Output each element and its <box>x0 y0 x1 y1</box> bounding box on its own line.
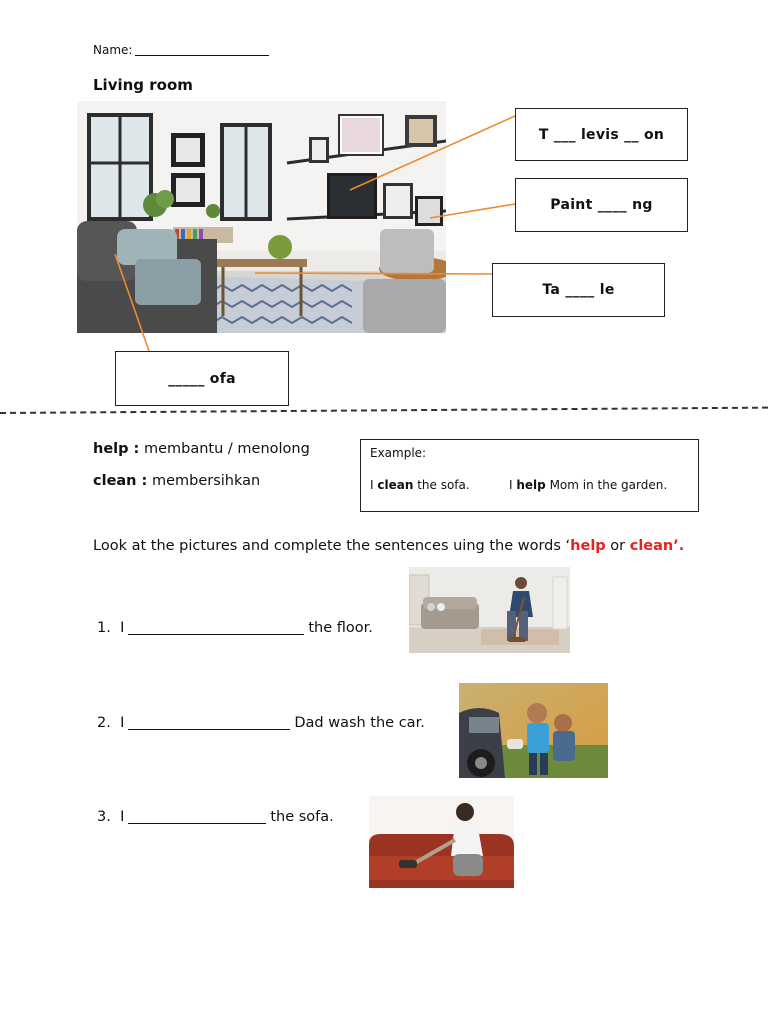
section-title: Living room <box>93 76 193 94</box>
exercise-2: 2. I Dad wash the car. <box>97 715 425 731</box>
example-box <box>360 439 699 512</box>
label-box-sofa[interactable] <box>115 351 289 406</box>
keyword-help: help <box>570 538 606 554</box>
label-painting: Paint ____ ng <box>550 197 653 213</box>
example-sentence-2: I help Mom in the garden. <box>509 478 668 492</box>
name-label: Name: <box>93 43 133 57</box>
answer-blank-1[interactable] <box>128 620 304 635</box>
exercise-3: 3. I the sofa. <box>97 809 334 825</box>
name-field[interactable] <box>93 43 269 57</box>
name-blank-line[interactable] <box>135 43 269 56</box>
label-table: Ta ____ le <box>542 282 615 298</box>
living-room-photo <box>77 101 446 333</box>
instruction-text: Look at the pictures and complete the sentences uing the words ‘help or clean’. <box>93 538 685 554</box>
label-television: T ___ levis __ on <box>538 126 665 143</box>
example-label: Example: <box>370 446 427 460</box>
picture-cleaning-sofa <box>369 796 514 888</box>
label-box-painting[interactable] <box>515 178 688 232</box>
picture-washing-car <box>459 683 608 778</box>
label-sofa: _____ ofa <box>168 370 236 387</box>
example-sentence-1: I clean the sofa. <box>370 478 470 492</box>
label-box-table[interactable] <box>492 263 665 317</box>
keyword-clean: clean’. <box>629 538 685 554</box>
vocab-meaning: membersihkan <box>151 473 261 489</box>
exercise-1: 1. I the floor. <box>97 620 373 636</box>
answer-blank-2[interactable] <box>128 715 290 730</box>
dashed-divider <box>0 407 768 414</box>
picture-cleaning-floor <box>409 567 570 653</box>
vocab-word: help : <box>93 441 140 457</box>
vocab-word: clean : <box>93 473 148 489</box>
vocab-help <box>93 441 310 457</box>
living-room-illustration <box>77 101 446 333</box>
vocab-clean <box>93 473 260 489</box>
vocab-meaning: membantu / menolong <box>143 441 310 457</box>
answer-blank-3[interactable] <box>128 809 266 824</box>
label-box-television[interactable] <box>515 108 688 161</box>
